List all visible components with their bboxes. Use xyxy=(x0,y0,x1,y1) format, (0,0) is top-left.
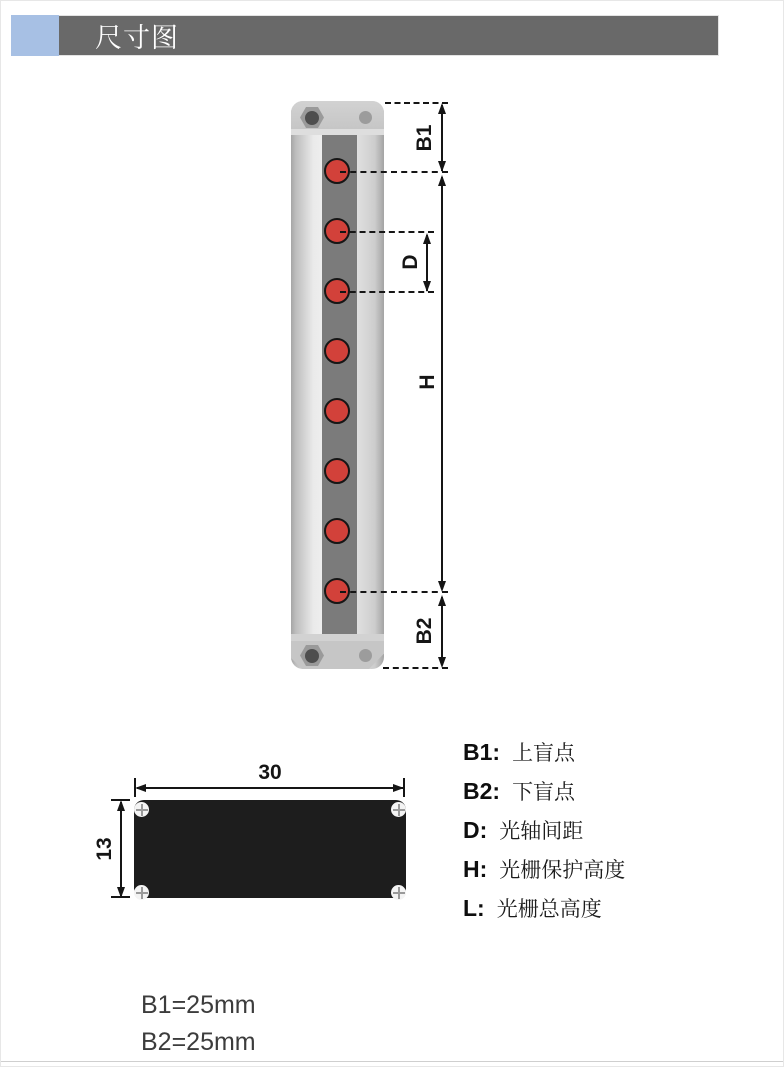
dim-tick-height-top xyxy=(111,799,130,801)
legend-item xyxy=(463,737,763,776)
dim-arrow-height-top xyxy=(117,800,125,811)
lens-stripe xyxy=(322,135,357,634)
cap-hole-top-icon xyxy=(359,111,372,124)
legend-item xyxy=(463,776,763,815)
legend-value: 下盲点 xyxy=(512,781,576,804)
dim-arrow-b1-bottom xyxy=(438,161,446,172)
legend-item xyxy=(463,854,763,893)
dim-label-d: D xyxy=(399,254,422,270)
header-accent-square xyxy=(11,15,59,56)
dim-line-height xyxy=(120,802,122,896)
dim-label-b1: B1 xyxy=(413,124,436,152)
dim-line-h xyxy=(441,177,443,585)
legend-key: D: xyxy=(463,817,488,843)
dim-arrow-h-top xyxy=(438,175,446,186)
beam-lens xyxy=(324,518,350,544)
dim-tick-width-left xyxy=(134,778,136,797)
legend xyxy=(463,737,763,932)
dim-tick-height-bottom xyxy=(111,896,130,898)
top-cap-band xyxy=(291,129,384,135)
legend-item xyxy=(463,893,763,932)
header-bar xyxy=(59,15,719,56)
legend-value: 光轴间距 xyxy=(499,820,584,843)
dim-label-width: 30 xyxy=(258,761,282,784)
legend-value: 光栅总高度 xyxy=(496,898,602,921)
page-title: 尺寸图 xyxy=(95,23,179,53)
dim-label-b2: B2 xyxy=(413,617,436,645)
dim-line-width xyxy=(137,787,404,789)
dim-arrow-b1-top xyxy=(438,103,446,114)
dim-arrow-b2-bottom xyxy=(438,657,446,668)
leader-line-beam-8 xyxy=(340,591,448,593)
page-bottom-divider xyxy=(1,1061,784,1062)
dim-label-height: 13 xyxy=(93,837,116,861)
legend-value: 光栅保护高度 xyxy=(499,859,626,882)
dim-arrow-h-bottom xyxy=(438,581,446,592)
dim-arrow-d-bottom xyxy=(423,281,431,292)
legend-key: L: xyxy=(463,895,485,921)
note-b2: B2=25mm xyxy=(141,1028,256,1056)
bottom-panel xyxy=(134,800,406,898)
corner-screw-icon xyxy=(391,885,406,900)
note-b1: B1=25mm xyxy=(141,991,256,1019)
dim-label-h: H xyxy=(416,374,439,390)
dim-arrow-b2-top xyxy=(438,595,446,606)
dim-arrow-d-top xyxy=(423,233,431,244)
beam-lens xyxy=(324,458,350,484)
dim-tick-width-right xyxy=(403,778,405,797)
beam-lens xyxy=(324,338,350,364)
leader-line-beam-3 xyxy=(340,291,434,293)
leader-line-beam-2 xyxy=(340,231,434,233)
leader-line-beam-1 xyxy=(340,171,448,173)
legend-key: B1: xyxy=(463,739,501,765)
legend-key: H: xyxy=(463,856,488,882)
legend-value: 上盲点 xyxy=(512,742,576,765)
dim-line-b2 xyxy=(441,597,443,659)
corner-screw-icon xyxy=(391,802,406,817)
legend-item xyxy=(463,815,763,854)
legend-key: B2: xyxy=(463,778,501,804)
corner-screw-icon xyxy=(134,885,149,900)
corner-screw-icon xyxy=(134,802,149,817)
bottom-cap-band xyxy=(291,634,384,641)
cap-hole-bottom-icon xyxy=(359,649,372,662)
beam-lens xyxy=(324,398,350,424)
dim-arrow-width-left xyxy=(135,784,146,792)
